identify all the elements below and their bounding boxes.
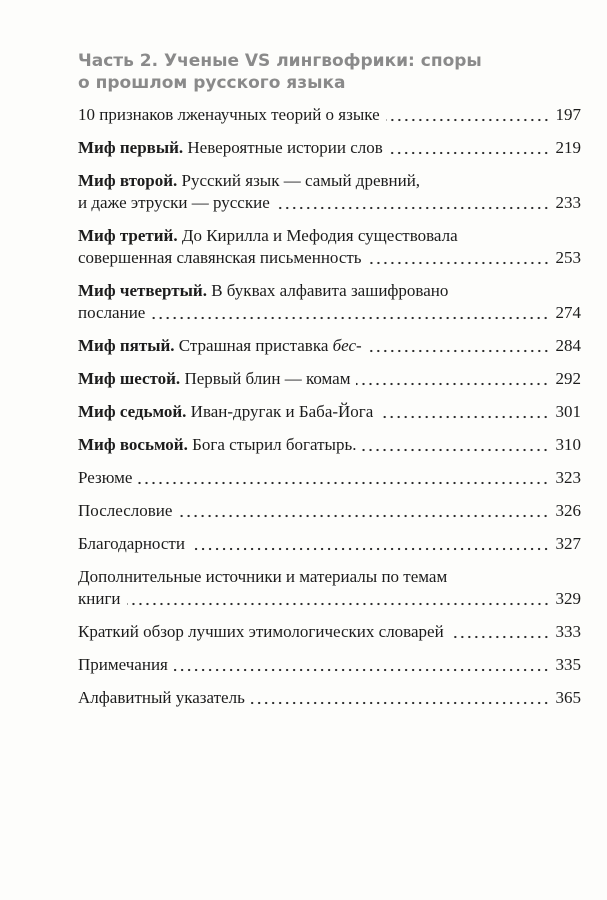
toc-entry-dictionaries xyxy=(78,621,581,643)
toc-page-number: 365 xyxy=(555,688,581,707)
toc-page-number: 274 xyxy=(555,303,581,322)
toc-page-number: 301 xyxy=(555,402,581,421)
toc-entry-text: Алфавитный указатель xyxy=(78,688,245,707)
toc-entry-additional-sources xyxy=(78,566,581,610)
table-of-contents xyxy=(78,104,581,720)
myth-label: Миф седьмой. xyxy=(78,402,187,421)
dot-leader xyxy=(276,205,550,211)
toc-entry-myth-2 xyxy=(78,170,581,214)
toc-entry-text-cont: совершенная славянская письменность xyxy=(78,248,362,267)
part-heading xyxy=(78,50,548,94)
toc-entry-myth-5 xyxy=(78,335,581,357)
dot-leader xyxy=(386,117,550,123)
dot-leader xyxy=(356,381,549,387)
toc-entry-myth-8 xyxy=(78,434,581,456)
toc-entry-summary xyxy=(78,467,581,489)
myth-label: Миф первый. xyxy=(78,138,184,157)
toc-page-number: 284 xyxy=(555,336,581,355)
toc-entry-acknowledgements xyxy=(78,533,581,555)
dot-leader xyxy=(178,513,549,519)
toc-entry-text-cont: и даже этруски — русские xyxy=(78,193,270,212)
toc-entry-text: Иван-другак и Баба-Йога xyxy=(190,402,374,421)
part-heading-line1: Часть 2. Ученые VS лингвофрики: споры xyxy=(78,51,482,71)
myth-label: Миф пятый. xyxy=(78,336,175,355)
toc-entry-text-cont: книги xyxy=(78,589,121,608)
dot-leader xyxy=(174,667,550,673)
myth-label: Миф четвертый. xyxy=(78,281,207,300)
toc-page-number: 253 xyxy=(555,248,581,267)
toc-entry-myth-7 xyxy=(78,401,581,423)
toc-entry-text: Бога стырил богатырь. xyxy=(192,435,357,454)
toc-entry-myth-6 xyxy=(78,368,581,390)
toc-entry-afterword xyxy=(78,500,581,522)
myth-label: Миф шестой. xyxy=(78,369,181,388)
dot-leader xyxy=(127,601,550,607)
toc-entry-text: Русский язык — самый древний, xyxy=(181,171,421,190)
dot-leader xyxy=(379,414,549,420)
toc-entry-text: До Кирилла и Мефодия существовала xyxy=(181,226,458,245)
toc-page-number: 233 xyxy=(555,193,581,212)
toc-entry-text: Первый блин — комам xyxy=(184,369,351,388)
toc-page-number: 335 xyxy=(555,655,581,674)
myth-label: Миф третий. xyxy=(78,226,178,245)
toc-entry-text: Послесловие xyxy=(78,501,173,520)
toc-entry-signs xyxy=(78,104,581,126)
toc-entry-text: Невероятные истории слов xyxy=(187,138,383,157)
toc-page-number: 327 xyxy=(555,534,581,553)
dot-leader xyxy=(368,260,550,266)
dot-leader xyxy=(368,348,550,354)
toc-page-number: 326 xyxy=(555,501,581,520)
toc-entry-text: Резюме xyxy=(78,468,133,487)
toc-page-number: 197 xyxy=(555,105,581,124)
toc-entry-text-cont: послание xyxy=(78,303,146,322)
dot-leader xyxy=(191,546,550,552)
dot-leader xyxy=(362,447,549,453)
toc-entry-text: Дополнительные источники и материалы по темам xyxy=(78,567,448,586)
toc-entry-text: Примечания xyxy=(78,655,168,674)
toc-page-number: 310 xyxy=(555,435,581,454)
myth-label: Миф второй. xyxy=(78,171,178,190)
dot-leader xyxy=(151,315,549,321)
toc-page-number: 333 xyxy=(555,622,581,641)
toc-entry-notes xyxy=(78,654,581,676)
part-heading-line2: о прошлом русского языка xyxy=(78,73,346,93)
dot-leader xyxy=(450,634,550,640)
toc-page-number: 292 xyxy=(555,369,581,388)
toc-entry-text: В буквах алфавита зашифровано xyxy=(211,281,449,300)
myth-label: Миф восьмой. xyxy=(78,435,188,454)
toc-page-number: 329 xyxy=(555,589,581,608)
toc-entry-text: Благодарности xyxy=(78,534,185,553)
toc-entry-text: 10 признаков лженаучных теорий о языке xyxy=(78,105,380,124)
dot-leader xyxy=(138,480,549,486)
toc-entry-myth-1 xyxy=(78,137,581,159)
toc-entry-text: Краткий обзор лучших этимологических словарей xyxy=(78,622,444,641)
toc-entry-myth-3 xyxy=(78,225,581,269)
toc-entry-text: Страшная приставка xyxy=(178,336,329,355)
dot-leader xyxy=(389,150,550,156)
toc-page-number: 219 xyxy=(555,138,581,157)
dot-leader xyxy=(251,700,550,706)
toc-page-number: 323 xyxy=(555,468,581,487)
toc-entry-italic: бес- xyxy=(332,336,362,355)
toc-entry-index xyxy=(78,687,581,709)
toc-entry-myth-4 xyxy=(78,280,581,324)
